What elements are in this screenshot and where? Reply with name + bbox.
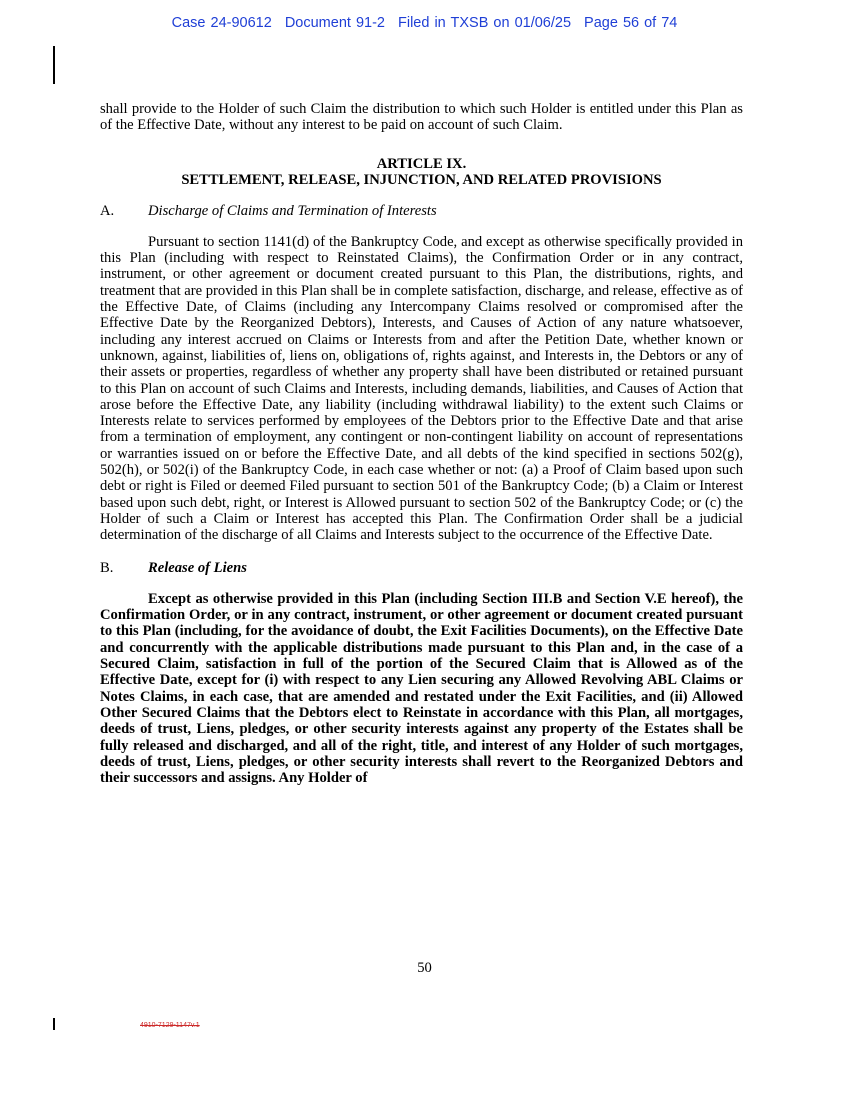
document-id: 4910-7129-1147v.1 bbox=[140, 1022, 200, 1029]
filing-info: Filed in TXSB on 01/06/25 bbox=[398, 15, 572, 31]
article-number: ARTICLE IX. bbox=[376, 155, 467, 172]
document-body bbox=[100, 101, 743, 786]
section-b-heading bbox=[100, 560, 743, 576]
article-heading bbox=[100, 156, 743, 189]
section-a-paragraph: Pursuant to section 1141(d) of the Bankruptcy Code, and except as otherwise specifically provided in this Plan (including with respect to Reinstated Claims), the Confirmation Order or in any contract, instrument, or other agreement or document created pursuant to this Plan, the distributions, rights, and treatment that are provided in this Plan shall be in complete satisfaction, discharge, and release, effective as of the Effective Date, of Claims (including any Intercompany Claims resolved or compromised after the Effective Date by the Reorganized Debtors), Interests, and Causes of Action of any nature whatsoever, including any interest accrued on Claims or Interests from and after the Petition Date, whether known or unknown, against, liabilities of, liens on, obligations of, rights against, and Interests in, the Debtors or any of their assets or properties, regardless of whether any property shall have been distributed or retained pursuant to this Plan on account of such Claims and Interests, including demands, liabilities, and Causes of Action that arose before the Effective Date, any liability (including withdrawal liability) to the extent such Claims or Interests relate to services performed by employees of the Debtors prior to the Effective Date and that arise from a termination of employment, any contingent or non-contingent liability on account of representations or warranties issued on or before the Effective Date, and all debts of the kind specified in sections 502(g), 502(h), or 502(i) of the Bankruptcy Code, in each case whether or not: (a) a Proof of Claim based upon such debt or right is Filed or deemed Filed pursuant to section 501 of the Bankruptcy Code; (b) a Claim or Interest based upon such debt, right, or Interest is Allowed pursuant to section 502 of the Bankruptcy Code; or (c) the Holder of such a Claim or Interest has accepted this Plan. The Confirmation Order shall be a judicial determination of the discharge of all Claims and Interests subject to the occurrence of the Effective Date. bbox=[100, 233, 743, 544]
document-number: Document 91-2 bbox=[284, 15, 385, 31]
court-filing-header bbox=[0, 15, 849, 31]
article-title: SETTLEMENT, RELEASE, INJUNCTION, AND RELATED PROVISIONS bbox=[181, 172, 662, 189]
section-b-paragraph: Except as otherwise provided in this Plan (including Section III.B and Section V.E hereof), the Confirmation Order, or in any contract, instrument, or other agreement or document created pursuant to this Plan (including, for the avoidance of doubt, the Exit Facilities Documents), on the Effective Date and concurrently with the applicable distributions made pursuant to this Plan and, in the case of a Secured Claim, satisfaction in full of the portion of the Secured Claim that is Allowed as of the Effective Date, except for (i) with respect to any Lien securing any Allowed Revolving ABL Claims or Notes Claims, in each case, that are amended and restated under the Exit Facilities, and (ii) Allowed Other Secured Claims that the Debtors elect to Reinstate in accordance with this Plan, all mortgages, deeds of trust, Liens, pledges, or other security interests against any property of the Estates shall be fully released and discharged, and all of the right, title, and interest of any Holder of such mortgages, deeds of trust, Liens, pledges, or other security interests shall revert to the Reorganized Debtors and their successors and assigns. Any Holder of bbox=[100, 590, 743, 787]
section-a-heading bbox=[100, 203, 743, 219]
section-a-title: Discharge of Claims and Termination of Interests bbox=[148, 202, 437, 219]
section-a-letter: A. bbox=[100, 202, 115, 219]
section-b-title: Release of Liens bbox=[148, 559, 247, 576]
continuation-paragraph: shall provide to the Holder of such Claim the distribution to which such Holder is entitled under this Plan as of the Effective Date, without any interest to be paid on account of such Claim. bbox=[100, 101, 743, 134]
revision-bar bbox=[53, 46, 55, 84]
case-number: Case 24-90612 bbox=[171, 15, 272, 31]
page-info: Page 56 of 74 bbox=[584, 15, 678, 31]
page-number: 50 bbox=[417, 960, 432, 976]
revision-bar-footer bbox=[53, 1018, 55, 1030]
section-b-letter: B. bbox=[100, 559, 114, 576]
